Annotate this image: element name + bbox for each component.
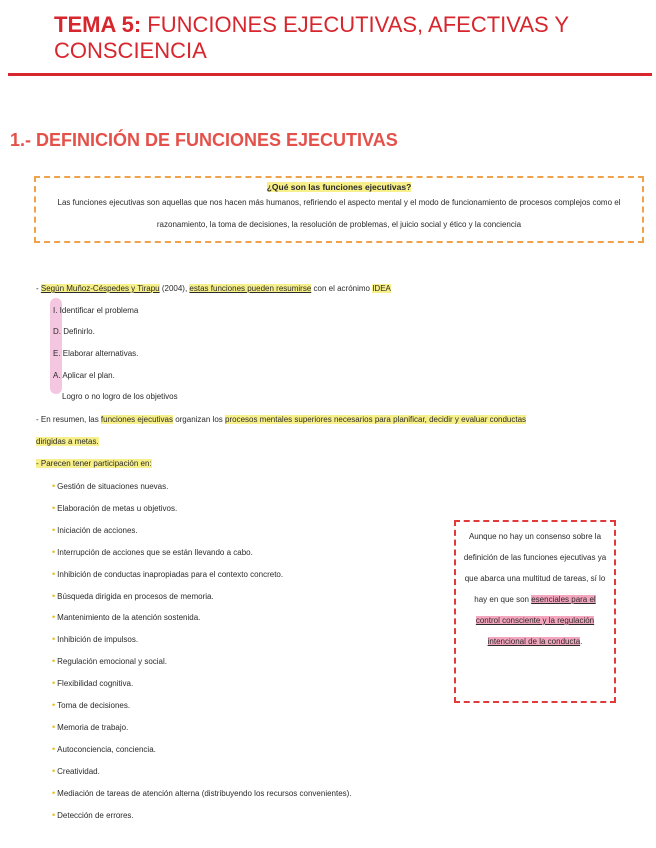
page-title (54, 12, 634, 64)
list-item (52, 744, 156, 754)
bullet-icon: • (52, 524, 56, 535)
idea-item: D. Definirlo. (53, 327, 95, 336)
list-item (52, 569, 283, 579)
list-item-text: Mediación de tareas de atención alterna (distribuyendo los recursos convenientes). (57, 788, 352, 798)
bullet-icon: • (52, 809, 56, 820)
bullet-icon: • (52, 568, 56, 579)
list-item-text: Autoconciencia, conciencia. (57, 744, 156, 754)
bullet-icon: • (52, 678, 56, 689)
bullet-icon: • (52, 700, 56, 710)
list-item-text: Inhibición de impulsos. (57, 635, 139, 645)
title-rest: FUNCIONES EJECUTIVAS, AFECTIVAS Y CONSCIENCIA (54, 12, 569, 63)
list-item-text: Toma de decisiones. (57, 701, 131, 710)
bullet-icon: • (52, 546, 56, 557)
participation-intro: - Parecen tener participación en: (36, 459, 152, 468)
bullet-icon: • (52, 656, 56, 667)
list-item (52, 810, 134, 820)
list-item-text: Flexibilidad cognitiva. (57, 679, 134, 689)
note-text: Aunque no hay un consenso sobre la definición de las funciones ejecutivas ya que abarca una multitud de tareas, sí lo hay en que son (463, 532, 607, 604)
list-item-text: Gestión de situaciones nuevas. (57, 482, 169, 491)
list-item (52, 634, 138, 644)
list-item (52, 612, 200, 622)
idea-intro: - Según Muñoz-Céspedes y Tirapu (2004), estas funciones pueden resumirse con el acrónimo IDEA (36, 284, 391, 293)
idea-acronym: IDEA (372, 284, 391, 293)
list-item-text: Búsqueda dirigida en procesos de memoria. (57, 591, 214, 601)
definition-question: ¿Qué son las funciones ejecutivas? (266, 182, 412, 192)
list-item-text: Creatividad. (57, 766, 100, 776)
bullet-icon: • (52, 743, 56, 754)
list-item (52, 503, 177, 513)
definition-text: Las funciones ejecutivas son aquellas que nos hacen más humanos, refiriendo el aspecto mental y el modo de funcionamiento de procesos complejos como el razonamiento, la toma de decisiones, la resolución de problemas, el juicio social y ético y la conciencia (57, 198, 621, 229)
list-item (52, 722, 128, 732)
list-item-text: Elaboración de metas u objetivos. (57, 503, 178, 513)
list-item (52, 656, 167, 666)
bullet-icon: • (52, 590, 56, 601)
idea-highlight: estas funciones pueden resumirse (189, 284, 312, 293)
list-item-text: Iniciación de acciones. (57, 525, 138, 535)
bullet-icon: • (52, 634, 56, 645)
note-box: Aunque no hay un consenso sobre la definición de las funciones ejecutivas ya que abarca una multitud de tareas, sí lo hay en que son esenciales para el control consciente y la regulación intencional de la conducta. (454, 520, 616, 703)
section-title: 1.- DEFINICIÓN DE FUNCIONES EJECUTIVAS (10, 130, 398, 150)
list-item-text: Mantenimiento de la atención sostenida. (57, 613, 201, 623)
title-divider (8, 73, 652, 76)
list-item-text: Regulación emocional y social. (57, 657, 167, 667)
idea-item: E. Elaborar alternativas. (53, 349, 139, 358)
note-highlight: esenciales para el control consciente y la regulación intencional de la conducta (475, 595, 596, 646)
list-item (52, 547, 253, 557)
bullet-icon: • (52, 612, 56, 623)
idea-item: I. Identificar el problema (53, 306, 139, 315)
list-item-text: Memoria de trabajo. (57, 722, 129, 732)
list-item (52, 700, 130, 710)
list-item-text: Interrupción de acciones que se están llevando a cabo. (57, 547, 253, 557)
list-item (52, 678, 133, 688)
summary-line-2: dirigidas a metas. (36, 437, 99, 446)
idea-authors: Según Muñoz-Céspedes y Tirapu (40, 284, 160, 293)
list-item (52, 481, 168, 491)
definition-box (34, 176, 644, 243)
bullet-icon: • (52, 787, 56, 798)
bullet-icon: • (52, 721, 56, 732)
title-bold: TEMA 5: (54, 12, 142, 37)
bullet-icon: • (52, 765, 56, 776)
list-item (52, 788, 352, 798)
bullet-icon: • (52, 481, 56, 491)
bullet-icon: • (52, 502, 56, 513)
list-item (52, 525, 138, 535)
list-item-text: Detección de errores. (57, 810, 134, 820)
idea-item: A. Aplicar el plan. (53, 371, 115, 380)
list-item-text: Inhibición de conductas inapropiadas para el contexto concreto. (57, 569, 284, 579)
list-item (52, 766, 100, 776)
idea-item: Logro o no logro de los objetivos (62, 392, 178, 401)
summary-line-1: - En resumen, las funciones ejecutivas organizan los procesos mentales superiores necesarios para planificar, decidir y evaluar conductas (36, 415, 527, 424)
list-item (52, 591, 214, 601)
